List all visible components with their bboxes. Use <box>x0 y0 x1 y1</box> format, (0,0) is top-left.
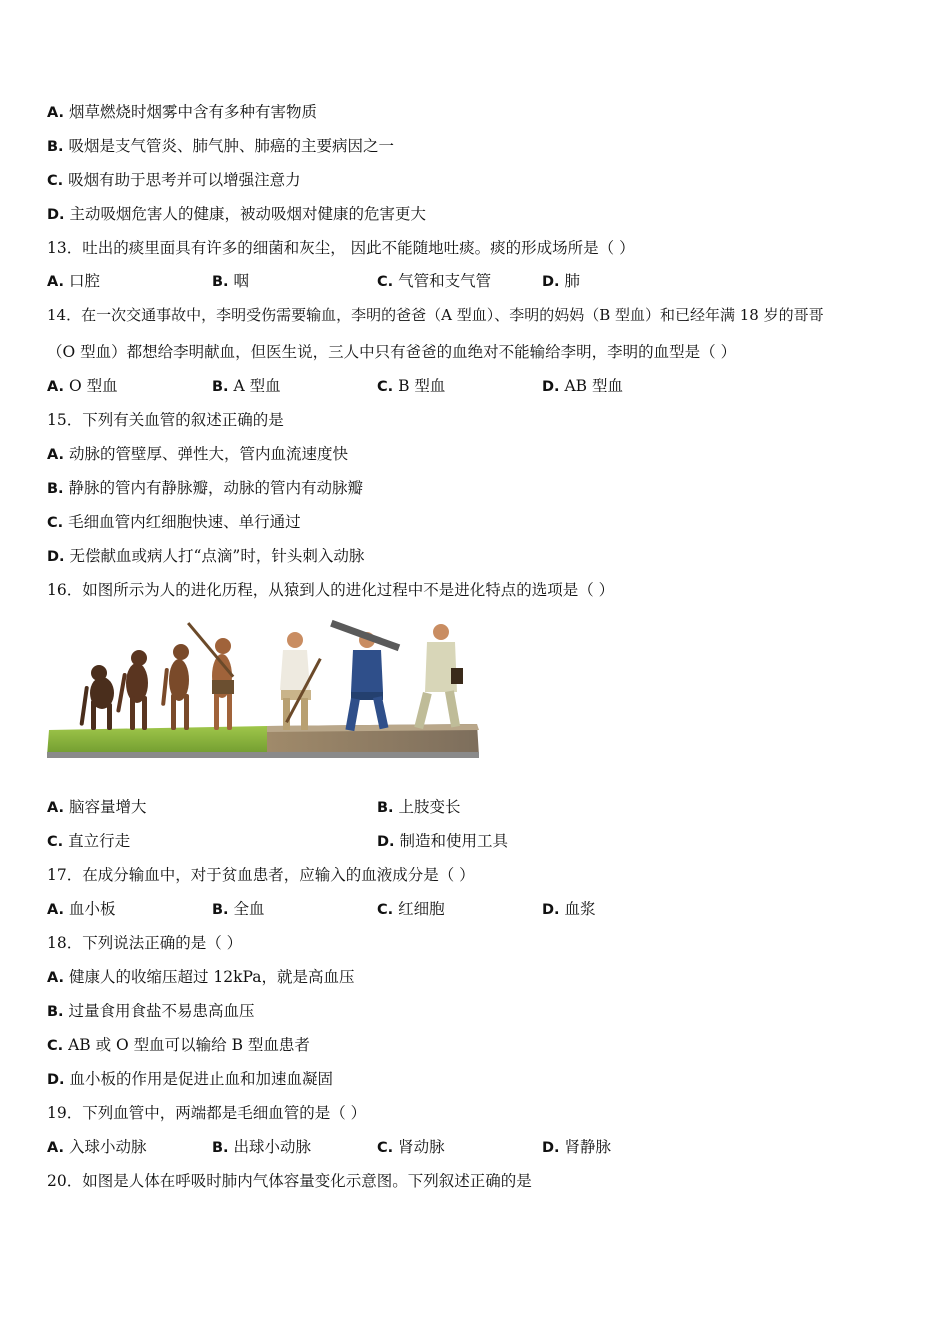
q18-stem: 18．下列说法正确的是（ ） <box>47 934 243 952</box>
q13-stem: 13．吐出的痰里面具有许多的细菌和灰尘， 因此不能随地吐痰。痰的形成场所是（ ） <box>47 239 635 257</box>
q14-stem-line2: （O 型血）都想给李明献血，但医生说，三人中只有爸爸的血绝对不能输给李明，李明的血型是（ ） <box>47 343 737 361</box>
q18-option-a: A. 健康人的收缩压超过 12kPa，就是高血压 <box>47 968 355 986</box>
q14-option-a: A. O 型血 <box>47 377 118 395</box>
q19-option-b: B. 出球小动脉 <box>212 1138 312 1156</box>
q12-option-b: B. 吸烟是支气管炎、肺气肿、肺癌的主要病因之一 <box>47 137 395 155</box>
q17-option-b: B. 全血 <box>212 900 265 918</box>
q15-option-a: A. 动脉的管壁厚、弹性大，管内血流速度快 <box>47 445 348 463</box>
human-evolution-image <box>47 618 479 758</box>
q17-option-a: A. 血小板 <box>47 900 116 918</box>
q19-option-a: A. 入球小动脉 <box>47 1138 147 1156</box>
q12-option-d: D. 主动吸烟危害人的健康，被动吸烟对健康的危害更大 <box>47 205 426 223</box>
q15-option-b: B. 静脉的管内有静脉瓣，动脉的管内有动脉瓣 <box>47 479 364 497</box>
q13-option-d: D. 肺 <box>542 272 580 290</box>
q16-stem: 16．如图所示为人的进化历程，从猿到人的进化过程中不是进化特点的选项是（ ） <box>47 581 615 599</box>
q13-option-c: C. 气管和支气管 <box>377 272 492 290</box>
q18-option-c: C. AB 或 O 型血可以输给 B 型血患者 <box>47 1036 310 1054</box>
q13-option-b: B. 咽 <box>212 272 250 290</box>
q14-option-c: C. B 型血 <box>377 377 446 395</box>
q14-stem-line1: 14．在一次交通事故中，李明受伤需要输血，李明的爸爸（A 型血）、李明的妈妈（B 型血）和已经年满 18 岁的哥哥 <box>47 306 824 324</box>
q12-option-a: A. 烟草燃烧时烟雾中含有多种有害物质 <box>47 103 317 121</box>
q19-option-c: C. 肾动脉 <box>377 1138 445 1156</box>
q16-option-d: D. 制造和使用工具 <box>377 832 508 850</box>
q18-option-b: B. 过量食用食盐不易患高血压 <box>47 1002 255 1020</box>
q20-stem: 20．如图是人体在呼吸时肺内气体容量变化示意图。下列叙述正确的是 <box>47 1172 532 1190</box>
q16-option-a: A. 脑容量增大 <box>47 798 147 816</box>
q13-option-a: A. 口腔 <box>47 272 100 290</box>
q16-option-c: C. 直立行走 <box>47 832 131 850</box>
q18-option-d: D. 血小板的作用是促进止血和加速血凝固 <box>47 1070 333 1088</box>
q17-option-d: D. 血浆 <box>542 900 596 918</box>
q14-option-b: B. A 型血 <box>212 377 281 395</box>
q19-option-d: D. 肾静脉 <box>542 1138 611 1156</box>
q15-stem: 15．下列有关血管的叙述正确的是 <box>47 411 284 429</box>
q16-option-b: B. 上肢变长 <box>377 798 461 816</box>
q17-option-c: C. 红细胞 <box>377 900 445 918</box>
q15-option-c: C. 毛细血管内红细胞快速、单行通过 <box>47 513 301 531</box>
q12-option-c: C. 吸烟有助于思考并可以增强注意力 <box>47 171 301 189</box>
q14-option-d: D. AB 型血 <box>542 377 623 395</box>
q15-option-d: D. 无偿献血或病人打“点滴”时，针头刺入动脉 <box>47 547 365 565</box>
q19-stem: 19．下列血管中，两端都是毛细血管的是（ ） <box>47 1104 367 1122</box>
q17-stem: 17．在成分输血中，对于贫血患者，应输入的血液成分是（ ） <box>47 866 475 884</box>
